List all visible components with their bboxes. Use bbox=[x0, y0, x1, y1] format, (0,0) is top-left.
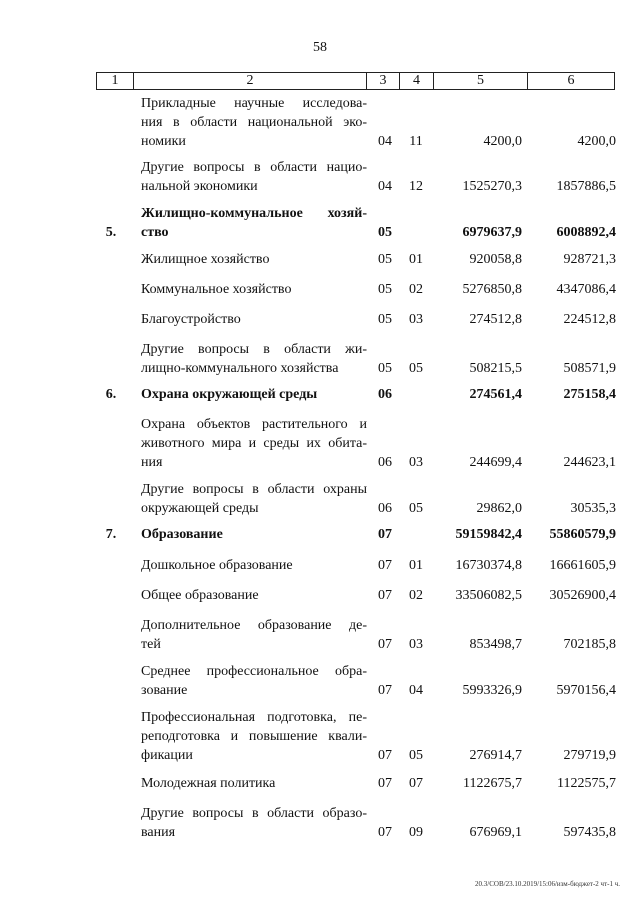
subsection-code: 05 bbox=[409, 501, 423, 516]
table-row bbox=[0, 662, 640, 700]
amount-col-6: 275158,4 bbox=[563, 387, 616, 402]
section-code: 07 bbox=[378, 776, 392, 791]
table-row bbox=[0, 385, 640, 404]
row-label-line: Коммунальное хозяйство bbox=[141, 282, 292, 297]
table-row bbox=[0, 250, 640, 269]
subsection-code: 07 bbox=[409, 776, 423, 791]
row-label-line: реподготовка и повышение квали- bbox=[141, 729, 367, 744]
amount-col-5: 508215,5 bbox=[469, 361, 522, 376]
row-number: 6. bbox=[105, 387, 117, 402]
row-label-line: Охрана окружающей среды bbox=[141, 387, 318, 402]
amount-col-5: 276914,7 bbox=[469, 748, 522, 763]
table-row bbox=[0, 708, 640, 765]
section-code: 04 bbox=[378, 134, 392, 149]
amount-col-5: 676969,1 bbox=[469, 825, 522, 840]
row-label-line: фикации bbox=[141, 748, 193, 763]
subsection-code: 11 bbox=[409, 134, 423, 149]
table-row bbox=[0, 586, 640, 605]
row-label bbox=[141, 250, 367, 269]
row-label bbox=[141, 480, 367, 518]
subsection-code: 04 bbox=[409, 683, 423, 698]
header-col-4: 4 bbox=[400, 73, 434, 89]
header-col-1: 1 bbox=[97, 73, 134, 89]
amount-col-5: 5993326,9 bbox=[462, 683, 522, 698]
row-label-line: номики bbox=[141, 134, 186, 149]
amount-col-5: 33506082,5 bbox=[455, 588, 522, 603]
row-label-line: Другие вопросы в области образо- bbox=[141, 806, 367, 821]
section-code: 05 bbox=[378, 282, 392, 297]
row-label bbox=[141, 385, 367, 404]
row-label-line: Общее образование bbox=[141, 588, 259, 603]
row-label bbox=[141, 586, 367, 605]
amount-col-5: 1525270,3 bbox=[462, 179, 522, 194]
table-row bbox=[0, 280, 640, 299]
row-label-line: лищно-коммунального хозяйства bbox=[141, 361, 339, 376]
table-row bbox=[0, 310, 640, 329]
subsection-code: 03 bbox=[409, 637, 423, 652]
row-label-line: Среднее профессиональное обра- bbox=[141, 664, 367, 679]
subsection-code: 12 bbox=[409, 179, 423, 194]
section-code: 05 bbox=[378, 252, 392, 267]
row-label-line: нальной экономики bbox=[141, 179, 258, 194]
table-row bbox=[0, 340, 640, 378]
header-col-6: 6 bbox=[567, 73, 575, 88]
table-row bbox=[0, 774, 640, 793]
row-label-line: зование bbox=[141, 683, 188, 698]
amount-col-5: 274561,4 bbox=[469, 387, 522, 402]
row-label-line: Дошкольное образование bbox=[141, 558, 293, 573]
row-number: 5. bbox=[105, 225, 117, 240]
row-label bbox=[141, 94, 367, 151]
amount-col-5: 16730374,8 bbox=[455, 558, 522, 573]
amount-col-6: 1857886,5 bbox=[556, 179, 616, 194]
row-label bbox=[141, 662, 367, 700]
section-code: 07 bbox=[378, 527, 392, 542]
amount-col-6: 1122575,7 bbox=[557, 776, 616, 791]
table-row bbox=[0, 94, 640, 151]
amount-col-5: 1122675,7 bbox=[463, 776, 522, 791]
subsection-code: 03 bbox=[409, 312, 423, 327]
subsection-code: 05 bbox=[409, 361, 423, 376]
row-label-line: окружающей среды bbox=[141, 501, 259, 516]
amount-col-6: 4347086,4 bbox=[556, 282, 616, 297]
amount-col-5: 4200,0 bbox=[483, 134, 522, 149]
header-col-3: 3 bbox=[367, 73, 400, 89]
row-label-line: Молодежная политика bbox=[141, 776, 276, 791]
section-code: 06 bbox=[378, 387, 392, 402]
table-row bbox=[0, 804, 640, 842]
row-label-line: Охрана объектов растительного и bbox=[141, 417, 367, 432]
amount-col-6: 6008892,4 bbox=[556, 225, 616, 240]
section-code: 07 bbox=[378, 825, 392, 840]
row-label-line: тей bbox=[141, 637, 161, 652]
table-row bbox=[0, 556, 640, 575]
header-col-5: 5 bbox=[434, 73, 528, 89]
row-label-line: Образование bbox=[141, 527, 223, 542]
amount-col-5: 29862,0 bbox=[476, 501, 522, 516]
row-label-line: Дополнительное образование де- bbox=[141, 618, 367, 633]
section-code: 07 bbox=[378, 588, 392, 603]
subsection-code: 02 bbox=[409, 588, 423, 603]
row-number: 7. bbox=[105, 527, 117, 542]
amount-col-6: 928721,3 bbox=[563, 252, 616, 267]
row-label-line: животного мира и среды их обита- bbox=[141, 436, 367, 451]
amount-col-6: 508571,9 bbox=[563, 361, 616, 376]
row-label-line: Профессиональная подготовка, пе- bbox=[141, 710, 367, 725]
amount-col-5: 853498,7 bbox=[469, 637, 522, 652]
section-code: 04 bbox=[378, 179, 392, 194]
page-number: 58 bbox=[313, 40, 327, 55]
row-label-line: ния в области национальной эко- bbox=[141, 115, 367, 130]
amount-col-5: 244699,4 bbox=[469, 455, 522, 470]
table-row bbox=[0, 525, 640, 544]
header-col-2: 2 bbox=[134, 73, 367, 89]
amount-col-6: 16661605,9 bbox=[549, 558, 616, 573]
amount-col-5: 59159842,4 bbox=[455, 527, 522, 542]
row-label-line: Благоустройство bbox=[141, 312, 241, 327]
subsection-code: 01 bbox=[409, 558, 423, 573]
row-label bbox=[141, 310, 367, 329]
row-label bbox=[141, 525, 367, 544]
section-code: 06 bbox=[378, 501, 392, 516]
row-label bbox=[141, 774, 367, 793]
amount-col-6: 30535,3 bbox=[570, 501, 616, 516]
row-label bbox=[141, 415, 367, 472]
table-row bbox=[0, 480, 640, 518]
row-label-line: Жилищное хозяйство bbox=[141, 252, 270, 267]
section-code: 07 bbox=[378, 683, 392, 698]
amount-col-6: 30526900,4 bbox=[549, 588, 616, 603]
section-code: 07 bbox=[378, 558, 392, 573]
table-row bbox=[0, 616, 640, 654]
amount-col-5: 5276850,8 bbox=[462, 282, 522, 297]
row-label bbox=[141, 340, 367, 378]
amount-col-6: 5970156,4 bbox=[556, 683, 616, 698]
row-label-line: Жилищно-коммунальное хозяй- bbox=[141, 206, 367, 221]
row-label-line: Другие вопросы в области охраны bbox=[141, 482, 367, 497]
amount-col-5: 274512,8 bbox=[469, 312, 522, 327]
row-label bbox=[141, 280, 367, 299]
section-code: 07 bbox=[378, 637, 392, 652]
row-label bbox=[141, 708, 367, 765]
amount-col-6: 4200,0 bbox=[577, 134, 616, 149]
subsection-code: 02 bbox=[409, 282, 423, 297]
section-code: 06 bbox=[378, 455, 392, 470]
row-label bbox=[141, 158, 367, 196]
row-label-line: Другие вопросы в области нацио- bbox=[141, 160, 367, 175]
amount-col-6: 224512,8 bbox=[563, 312, 616, 327]
table-row bbox=[0, 204, 640, 242]
section-code: 05 bbox=[378, 312, 392, 327]
row-label-line: Прикладные научные исследова- bbox=[141, 96, 367, 111]
table-row bbox=[0, 415, 640, 472]
document-footer: 20.3/СОВ/23.10.2019/15:06/изм-бюджет-2 чт-1 ч. bbox=[475, 880, 620, 888]
row-label-line: Другие вопросы в области жи- bbox=[141, 342, 367, 357]
row-label-line: вания bbox=[141, 825, 176, 840]
row-label bbox=[141, 204, 367, 242]
amount-col-5: 6979637,9 bbox=[462, 225, 522, 240]
amount-col-5: 920058,8 bbox=[469, 252, 522, 267]
row-label bbox=[141, 616, 367, 654]
table-row bbox=[0, 158, 640, 196]
row-label-line: ния bbox=[141, 455, 163, 470]
subsection-code: 09 bbox=[409, 825, 423, 840]
section-code: 05 bbox=[378, 225, 392, 240]
subsection-code: 01 bbox=[409, 252, 423, 267]
subsection-code: 03 bbox=[409, 455, 423, 470]
subsection-code: 05 bbox=[409, 748, 423, 763]
section-code: 07 bbox=[378, 748, 392, 763]
row-label-line: ство bbox=[141, 225, 169, 240]
row-label bbox=[141, 804, 367, 842]
amount-col-6: 597435,8 bbox=[563, 825, 616, 840]
amount-col-6: 279719,9 bbox=[563, 748, 616, 763]
amount-col-6: 55860579,9 bbox=[549, 527, 616, 542]
amount-col-6: 702185,8 bbox=[563, 637, 616, 652]
section-code: 05 bbox=[378, 361, 392, 376]
amount-col-6: 244623,1 bbox=[563, 455, 616, 470]
row-label bbox=[141, 556, 367, 575]
